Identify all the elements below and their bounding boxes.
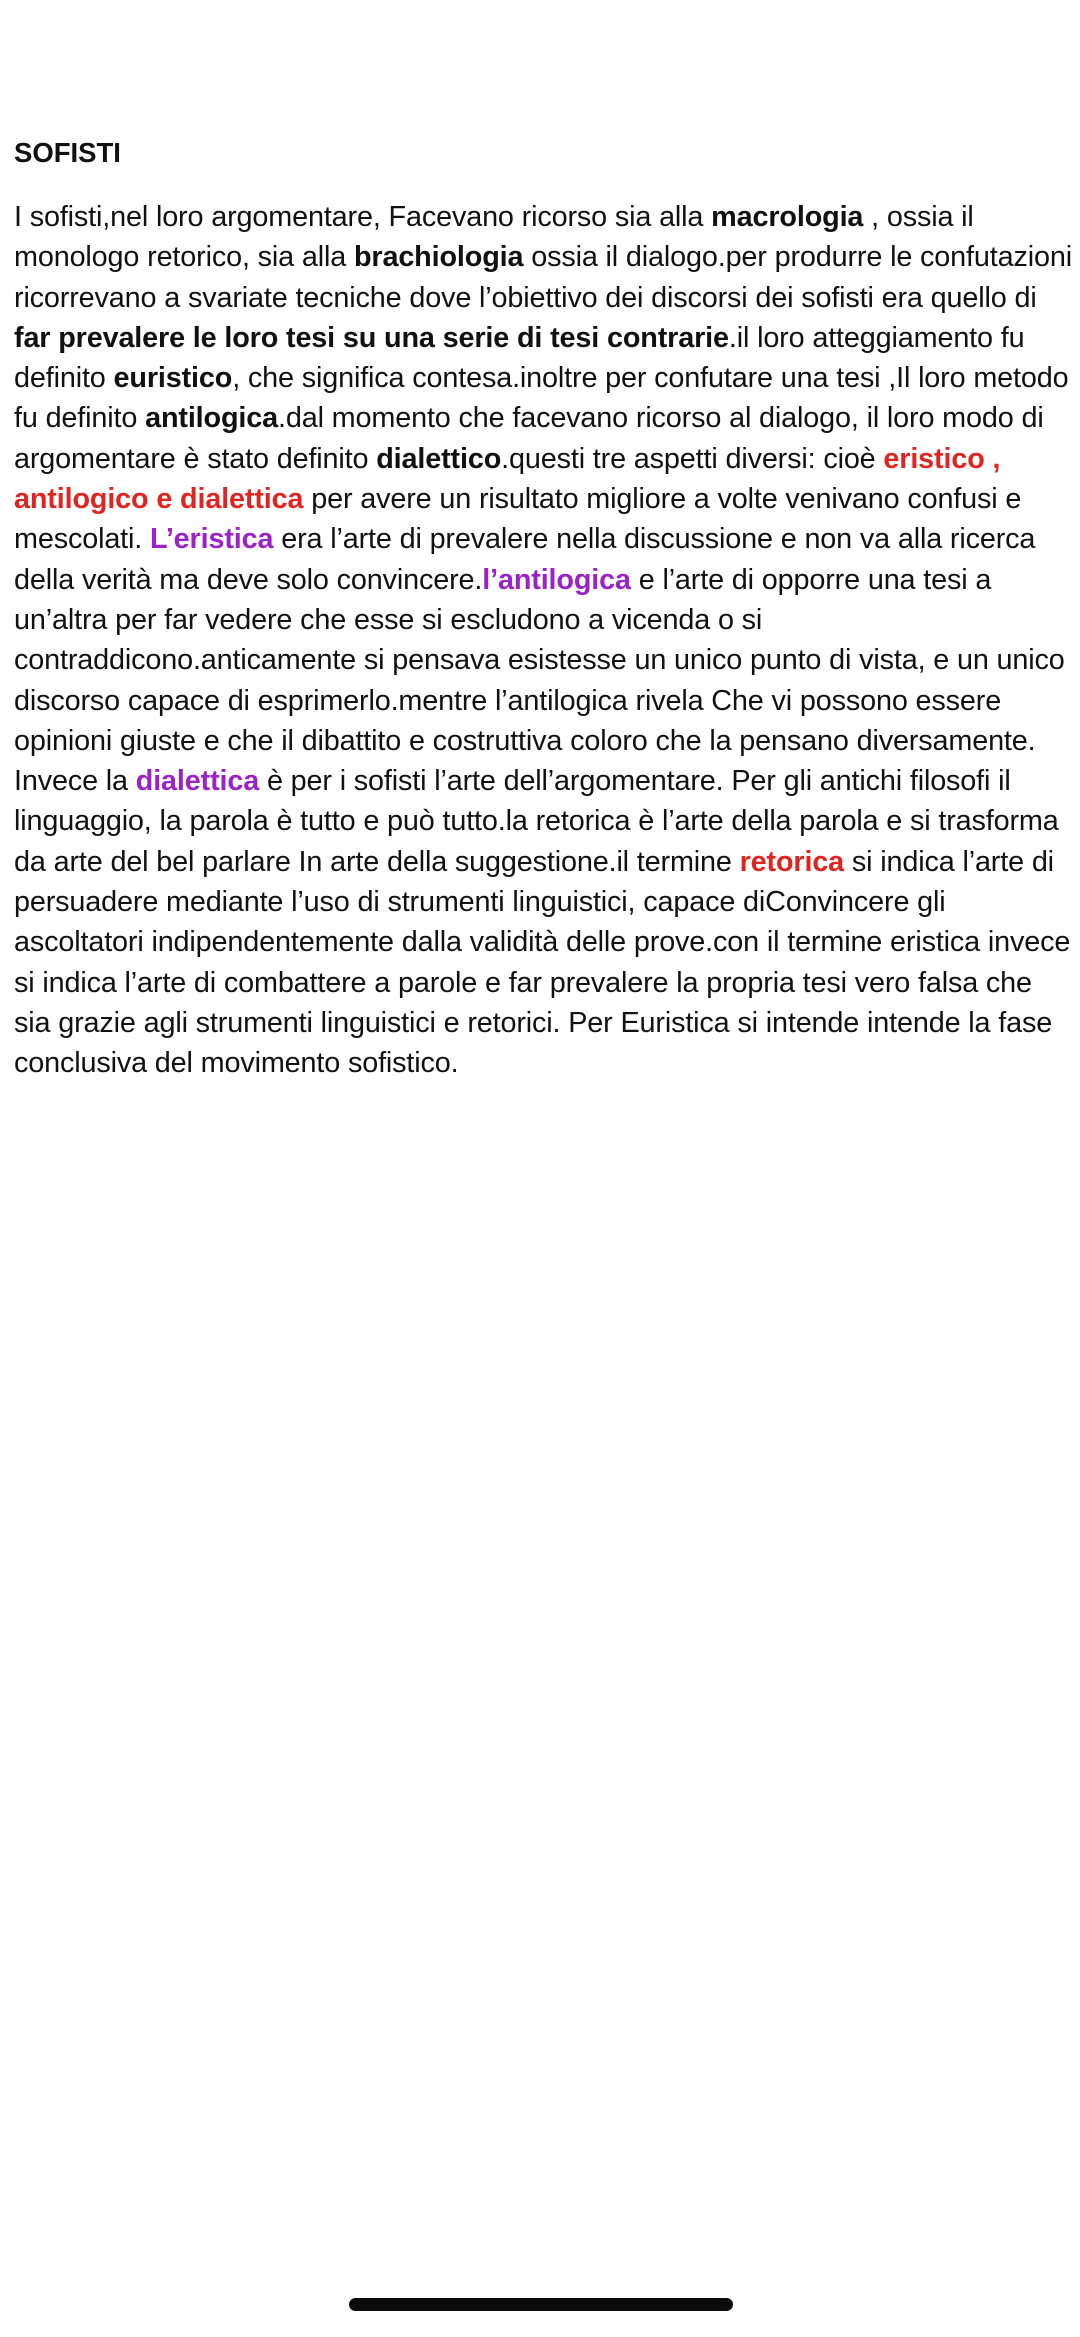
- highlight-red-terms: eristico , antilogico e dialettica: [14, 442, 1001, 516]
- text-segment: .dal momento che facevano ricorso al dialogo, il loro modo di argomentare è stato definito: [14, 402, 1044, 475]
- text-segment: , che significa contesa.inoltre per confutare una tesi ,Il loro metodo fu definito: [14, 362, 1069, 435]
- term-brachiologia: brachiologia: [353, 241, 524, 274]
- text-segment: ossia il dialogo.per produrre le confutazioni ricorrevano a svariate tecniche dove l’obiettivo dei discorsi dei sofisti era quello di: [14, 241, 1072, 314]
- note-content: [14, 133, 1072, 1084]
- text-segment: .questi tre aspetti diversi: cioè: [501, 442, 884, 475]
- term-dialettico: dialettico: [376, 442, 502, 475]
- term-euristico: euristico: [113, 362, 233, 395]
- highlight-antilogica: l’antilogica: [482, 563, 631, 596]
- text-segment: per avere un risultato migliore a volte venivano confusi e mescolati.: [14, 483, 1022, 556]
- text-segment: è per i sofisti l’arte dell’argomentare. Per gli antichi filosofi il linguaggio, la parola è tutto e può tutto.la retorica è l’arte della parola e si trasforma da arte del bel parlare In arte della suggestione.il termine: [14, 765, 1059, 878]
- highlight-eristica: L’eristica: [149, 523, 274, 556]
- home-indicator[interactable]: [349, 2298, 733, 2311]
- text-segment: I sofisti,nel loro argomentare, Facevano ricorso sia alla: [14, 201, 712, 233]
- text-segment: si indica l’arte di persuadere mediante l’uso di strumenti linguistici, capace diConvincere gli ascoltatori indipendentemente dalla validità delle prove.con il termine eristica invece si indica l’arte di combattere a parole e far prevalere la propria tesi vero falsa che sia grazie agli strumenti linguistici e retorici. Per Euristica si intende intende la fase conclusiva del movimento sofistico.: [14, 845, 1071, 1080]
- text-segment: e l’arte di opporre una tesi a un’altra per far vedere che esse si escludono a vicenda o si contraddicono.anticamente si pensava esistesse un unico punto di vista, e un unico discorso capace di esprimerlo.mentre l’antilogica rivela Che vi possono essere opinioni giuste e che il dibattito e costruttiva coloro che la pensano diversamente. Invece la: [14, 563, 1065, 798]
- term-antilogica: antilogica: [145, 402, 278, 435]
- text-segment: .il loro atteggiamento fu definito: [14, 321, 1025, 395]
- term-macrologia: macrologia: [711, 201, 864, 233]
- text-segment: era l’arte di prevalere nella discussione e non va alla ricerca della verità ma deve solo convincere.: [14, 523, 1036, 596]
- note-title: SOFISTI: [14, 137, 121, 168]
- note-body[interactable]: [14, 197, 1072, 1084]
- bold-phrase: far prevalere le loro tesi su una serie di tesi contrarie: [14, 321, 729, 354]
- text-segment: , ossia il monologo retorico, sia alla: [14, 201, 974, 274]
- highlight-retorica: retorica: [739, 845, 845, 878]
- highlight-dialettica: dialettica: [135, 765, 260, 798]
